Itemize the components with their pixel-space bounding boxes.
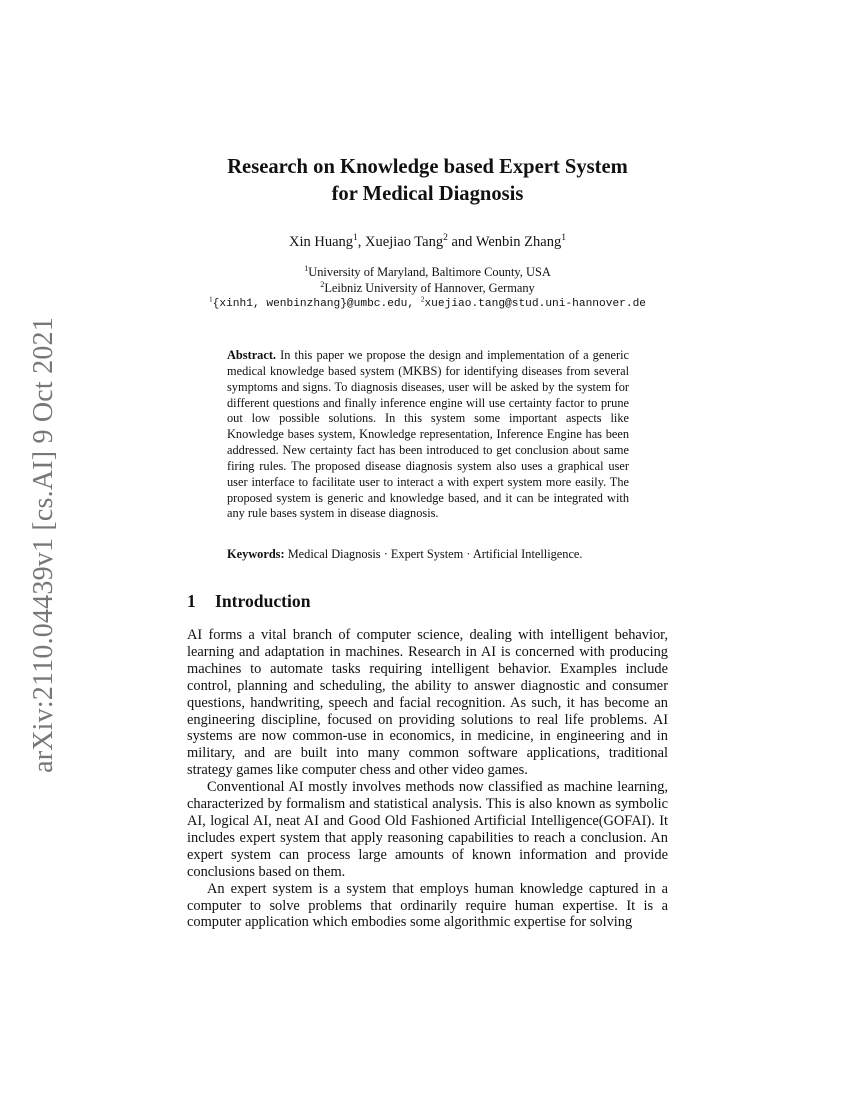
section-number: 1 <box>187 591 196 611</box>
paragraph: AI forms a vital branch of computer science, dealing with intelligent behavior, learning and adaptation in machines. Research in AI is concerned with producing machines to automate tasks requiring intelligent behavior. Examples include control, planning and scheduling, the ability to answer diagnostic and consumer questions, handwriting, speech and facial recognition. As such, it has become an engineering discipline, focused on providing solutions to real life problems. AI systems are now common-use in economics, in medicine, in engineering and in military, and are built into many common software applications, traditional strategy games like computer chess and other video games. <box>187 627 668 779</box>
arxiv-identifier: arXiv:2110.04439v1 [cs.AI] 9 Oct 2021 <box>28 317 59 773</box>
author-name: Xin Huang <box>288 234 354 250</box>
paragraph: An expert system is a system that employs human knowledge captured in a computer to solve problems that ordinarily require human expertise. It is a computer application which embodies some algorithmic expertise for solving <box>187 880 668 931</box>
paper-title <box>150 154 705 208</box>
affiliation-text: Leibniz University of Hannover, Germany <box>324 281 535 295</box>
author-affiliation-mark: 1 <box>561 232 567 244</box>
introduction-body <box>187 627 668 931</box>
author-emails <box>150 296 705 312</box>
affiliation-mark: 1 <box>304 263 309 273</box>
email-link[interactable]: {xinh1, wenbinzhang}@umbc.edu, <box>212 298 421 310</box>
keywords-label: Keywords: <box>227 547 285 561</box>
section-title: Introduction <box>215 591 311 611</box>
author-name: Xuejiao Tang <box>365 234 444 250</box>
author-separator: , <box>357 234 366 250</box>
keywords-text: Medical Diagnosis · Expert System · Artificial Intelligence. <box>287 547 583 561</box>
author-name: Wenbin Zhang <box>475 234 562 250</box>
abstract <box>227 348 629 522</box>
author-list <box>150 232 705 252</box>
affiliation-text: University of Maryland, Baltimore County, USA <box>308 265 551 279</box>
paragraph: Conventional AI mostly involves methods now classified as machine learning, characterized by formalism and statistical analysis. This is also known as symbolic AI, logical AI, neat AI and Good Old Fashioned Artificial Intelligence(GOFAI). It includes expert system that apply reasoning capabilities to reach a conclusion. An expert system can process large amounts of known information and provide conclusions based on them. <box>187 779 668 880</box>
arxiv-sidebar <box>24 312 64 778</box>
affiliation-1 <box>150 264 705 280</box>
email-mark: 1 <box>208 294 213 304</box>
title-line-1: Research on Knowledge based Expert System <box>227 156 628 178</box>
author-affiliation-mark: 2 <box>443 232 448 244</box>
title-line-2: for Medical Diagnosis <box>331 183 524 205</box>
section-heading <box>187 590 311 612</box>
abstract-label: Abstract. <box>227 348 277 362</box>
email-link[interactable]: xuejiao.tang@stud.uni-hannover.de <box>424 298 647 310</box>
abstract-text: In this paper we propose the design and implementation of a generic medical knowledge based system (MKBS) for identifying diseases from several symptoms and signs. To diagnosis diseases, user will be asked by the system for different questions and finally inference engine will use certainty factor to prune out low possible solutions. In this system some important aspects like Knowledge bases system, Knowledge representation, Inference Engine has been addressed. New certainty fact has been introduced to get conclusion about same firing rules. The proposed disease diagnosis system also uses a graphical user user interface to facilitate user to interact a with expert system more easily. The proposed system is generic and knowledge based, and it can be integrated with any rule bases system in disease diagnosis. <box>227 348 629 521</box>
keywords <box>227 546 637 562</box>
author-separator: and <box>447 234 476 250</box>
affiliation-2 <box>150 280 705 296</box>
author-affiliation-mark: 1 <box>353 232 358 244</box>
email-mark: 2 <box>420 294 425 304</box>
affiliation-mark: 2 <box>320 279 325 289</box>
